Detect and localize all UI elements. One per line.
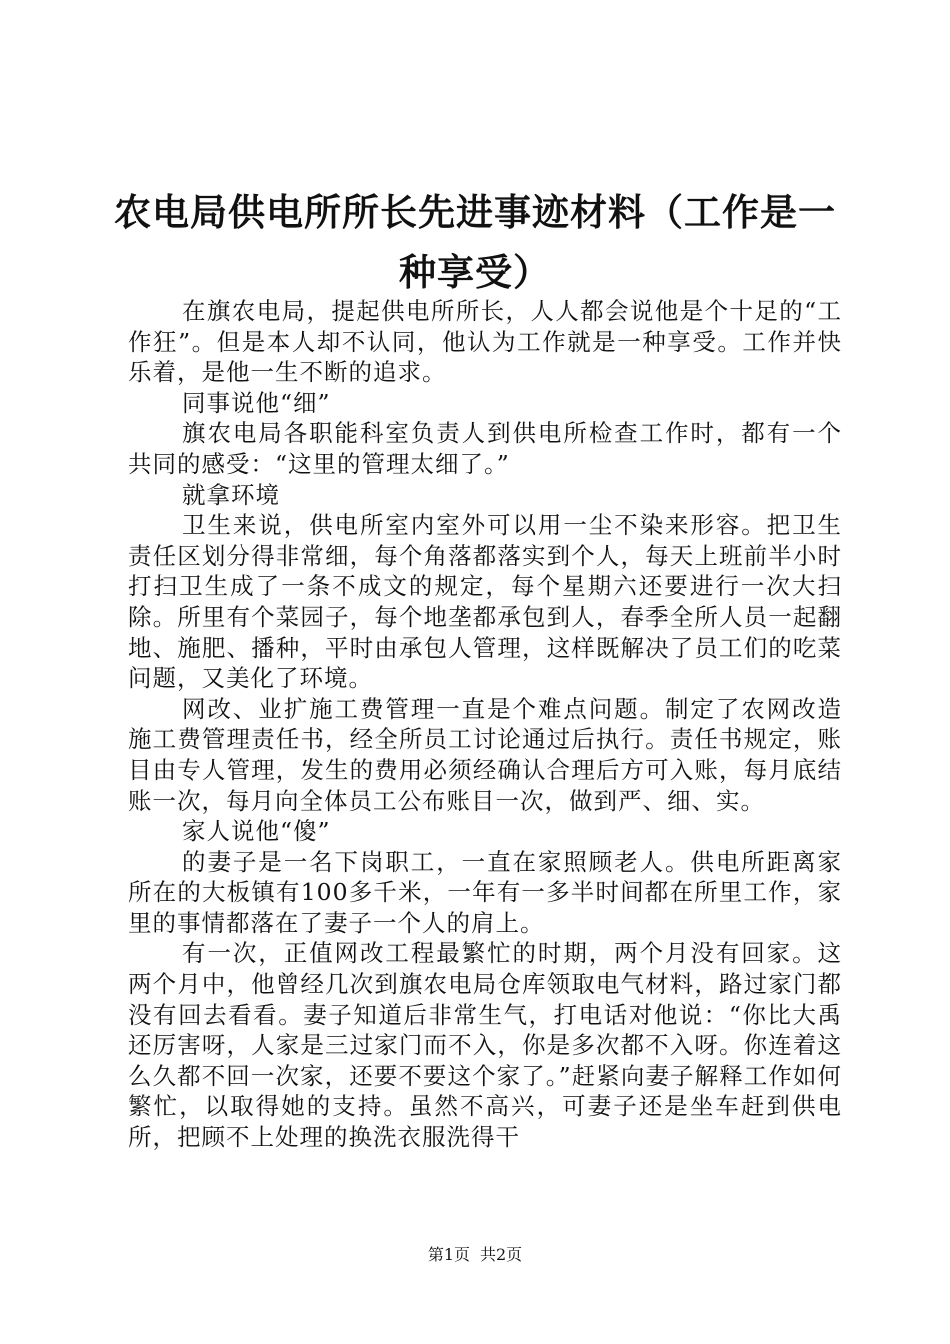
paragraph: 旗农电局各职能科室负责人到供电所检查工作时，都有一个共同的感受：“这里的管理太细了。” bbox=[128, 419, 842, 478]
paragraph: 在旗农电局，提起供电所所长，人人都会说他是个十足的“工作狂”。但是本人却不认同，他认为工作就是一种享受。工作并快乐着，是他一生不断的追求。 bbox=[128, 297, 842, 387]
paragraph: 卫生来说，供电所室内室外可以用一尘不染来形容。把卫生责任区划分得非常细，每个角落都落实到个人，每天上班前半小时打扫卫生成了一条不成文的规定，每个星期六还要进行一次大扫除。所里有个菜园子，每个地垄都承包到人，春季全所人员一起翻地、施肥、播种，平时由承包人管理，这样既解决了员工们的吃菜问题，又美化了环境。 bbox=[128, 511, 842, 693]
paragraph-fragment: 就拿环境 bbox=[182, 480, 281, 509]
section-heading-family: 家人说他“傻” bbox=[182, 817, 331, 846]
paragraph: 的妻子是一名下岗职工，一直在家照顾老人。供电所距离家所在的大板镇有100多千米，一年有一多半时间都在所里工作，家里的事情都落在了妻子一个人的肩上。 bbox=[128, 847, 842, 937]
document-body bbox=[128, 296, 842, 1153]
page-footer bbox=[0, 1245, 950, 1265]
document-title: 农电局供电所所长先进事迹材料（工作是一种享受） bbox=[114, 190, 836, 294]
paragraph: 网改、业扩施工费管理一直是个难点问题。制定了农网改造施工费管理责任书，经全所员工讨论通过后执行。责任书规定，账目由专人管理，发生的费用必须经确认合理后方可入账，每月底结账一次，每月向全体员工公布账目一次，做到严、细、实。 bbox=[128, 694, 842, 815]
page-number: 第1页 bbox=[427, 1245, 470, 1264]
section-heading-colleagues: 同事说他“细” bbox=[182, 388, 331, 417]
page-total: 共2页 bbox=[480, 1245, 523, 1264]
paragraph: 有一次，正值网改工程最繁忙的时期，两个月没有回家。这两个月中，他曾经几次到旗农电局仓库领取电气材料，路过家门都没有回去看看。妻子知道后非常生气，打电话对他说：“你比大禹还厉害呀，人家是三过家门而不入，你是多次都不入呀。你连着这么久都不回一次家，还要不要这个家了。”赶紧向妻子解释工作如何繁忙，以取得她的支持。虽然不高兴，可妻子还是坐车赶到供电所，把顾不上处理的换洗衣服洗得干 bbox=[128, 939, 842, 1152]
